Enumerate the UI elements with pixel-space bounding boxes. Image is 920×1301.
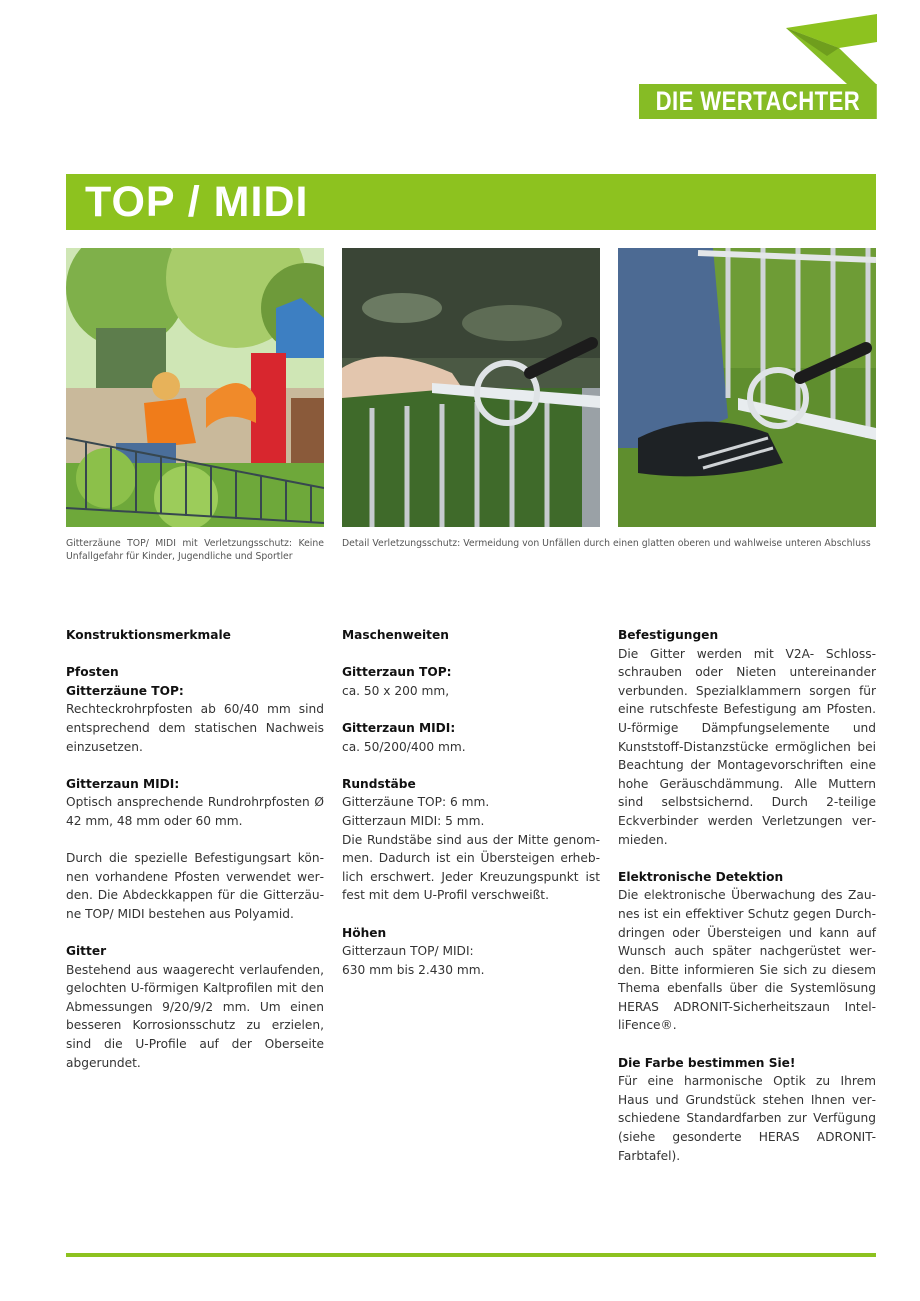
heading-mw-midi: Gitterzaun MIDI: bbox=[342, 720, 456, 735]
photo-detail-bottom bbox=[618, 248, 876, 527]
heading-maschenweiten: Maschenweiten bbox=[342, 628, 449, 642]
heading-rundstaebe: Rundstäbe bbox=[342, 776, 416, 791]
photo-playground bbox=[66, 248, 324, 527]
brand-logo bbox=[639, 14, 877, 119]
heading-gitterzaeune-top: Gitterzäune TOP: bbox=[66, 683, 184, 698]
page-title: TOP / MIDI bbox=[85, 178, 309, 226]
text-rund-top: Gitterzäune TOP: 6 mm. bbox=[342, 795, 490, 810]
text-mw-top: ca. 50 x 200 mm, bbox=[342, 683, 450, 698]
column-1 bbox=[66, 626, 324, 1091]
text-befestigungsart: Durch die spezielle Befestigungsart können vorhandene Pfosten verwendet werden. Die Abdeckkappen für die Gitterzäune TOP/ MIDI bestehen aus Polyamid. bbox=[66, 851, 324, 921]
text-rund-midi: Gitterzaun MIDI: 5 mm. bbox=[342, 813, 485, 828]
caption-photo-1: Gitterzäune TOP/ MIDI mit Verletzungsschutz: Keine Unfallgefahr für Kinder, Jugendliche und Sportler bbox=[66, 538, 324, 562]
text-gitter: Bestehend aus waagerecht verlaufenden, gelochten U-förmigen Kaltprofilen mit den Abmessungen 9/20/9/2 mm. Um einen besseren Korrosionsschutz zu erzielen, sind die U-Profile auf der Oberseite abgerundet. bbox=[66, 962, 324, 1070]
photo-detail-top bbox=[342, 248, 600, 527]
text-mw-midi: ca. 50/200/400 mm. bbox=[342, 739, 466, 754]
heading-farbe: Die Farbe bestimmen Sie! bbox=[618, 1055, 796, 1070]
brand-name: DIE WERTACHTER bbox=[639, 84, 877, 119]
text-hoehen-2: 630 mm bis 2.430 mm. bbox=[342, 962, 485, 977]
text-midi-pfosten: Optisch ansprechende Rundrohrpfosten Ø 42 mm, 48 mm oder 60 mm. bbox=[66, 795, 324, 828]
footer-rule bbox=[66, 1253, 876, 1257]
heading-gitter: Gitter bbox=[66, 944, 107, 959]
text-hoehen-1: Gitterzaun TOP/ MIDI: bbox=[342, 944, 474, 959]
column-2 bbox=[342, 626, 600, 998]
text-elektronische-detektion: Die elektronische Überwachung des Zaunes ist ein effektiver Schutz gegen Durchdringen oder Übersteigen und kann auf Wunsch auch später nachgerüstet werden. Bitte informieren Sie sich zu diesem Thema ebenfalls über die Systemlösung HERAS ADRONIT-Sicherheitszaun IntelliFence®. bbox=[618, 888, 876, 1033]
text-top-pfosten: Rechteckrohrpfosten ab 60/40 mm sind entsprechend dem statischen Nachweis einzusetzen. bbox=[66, 702, 324, 754]
heading-gitterzaun-midi: Gitterzaun MIDI: bbox=[66, 776, 180, 791]
text-rundstaebe: Die Rundstäbe sind aus der Mitte genommen. Dadurch ist ein Übersteigen erheblich erschwert. Jeder Kreuzungspunkt ist fest mit dem U-Profil verschweißt. bbox=[342, 832, 600, 903]
text-befestigungen: Die Gitter werden mit V2A- Schlossschrauben oder Nieten untereinander verbunden. Spezialklammern sorgen für eine rutschfeste Befestigung am Pfosten. U-förmige Dämpfungselemente und Kunststoff-Distanzstücke ermöglichen bei Beachtung der Montagevorschriften eine hohe Geräuschdämmung. Alle Muttern sind selbstsichernd. Durch 2-teilige Eckverbinder werden Verletzungen vermieden. bbox=[618, 646, 876, 847]
caption-photo-2-3: Detail Verletzungsschutz: Vermeidung von Unfällen durch einen glatten oberen und wahlweise unteren Abschluss bbox=[342, 538, 871, 549]
text-farbe: Für eine harmonische Optik zu Ihrem Haus und Grundstück stehen Ihnen verschiedene Standardfarben zur Verfügung (siehe gesonderte HERAS ADRONIT-Farbtafel). bbox=[618, 1074, 876, 1163]
heading-pfosten: Pfosten bbox=[66, 665, 119, 680]
heading-hoehen: Höhen bbox=[342, 925, 387, 940]
column-3 bbox=[618, 626, 876, 1184]
heading-elektronische-detektion: Elektronische Detektion bbox=[618, 869, 784, 884]
title-bar bbox=[66, 174, 876, 230]
logo-ribbon-icon bbox=[779, 14, 877, 86]
heading-konstruktion: Konstruktionsmerkmale bbox=[66, 628, 231, 642]
heading-befestigungen: Befestigungen bbox=[618, 628, 719, 642]
heading-mw-top: Gitterzaun TOP: bbox=[342, 665, 452, 680]
